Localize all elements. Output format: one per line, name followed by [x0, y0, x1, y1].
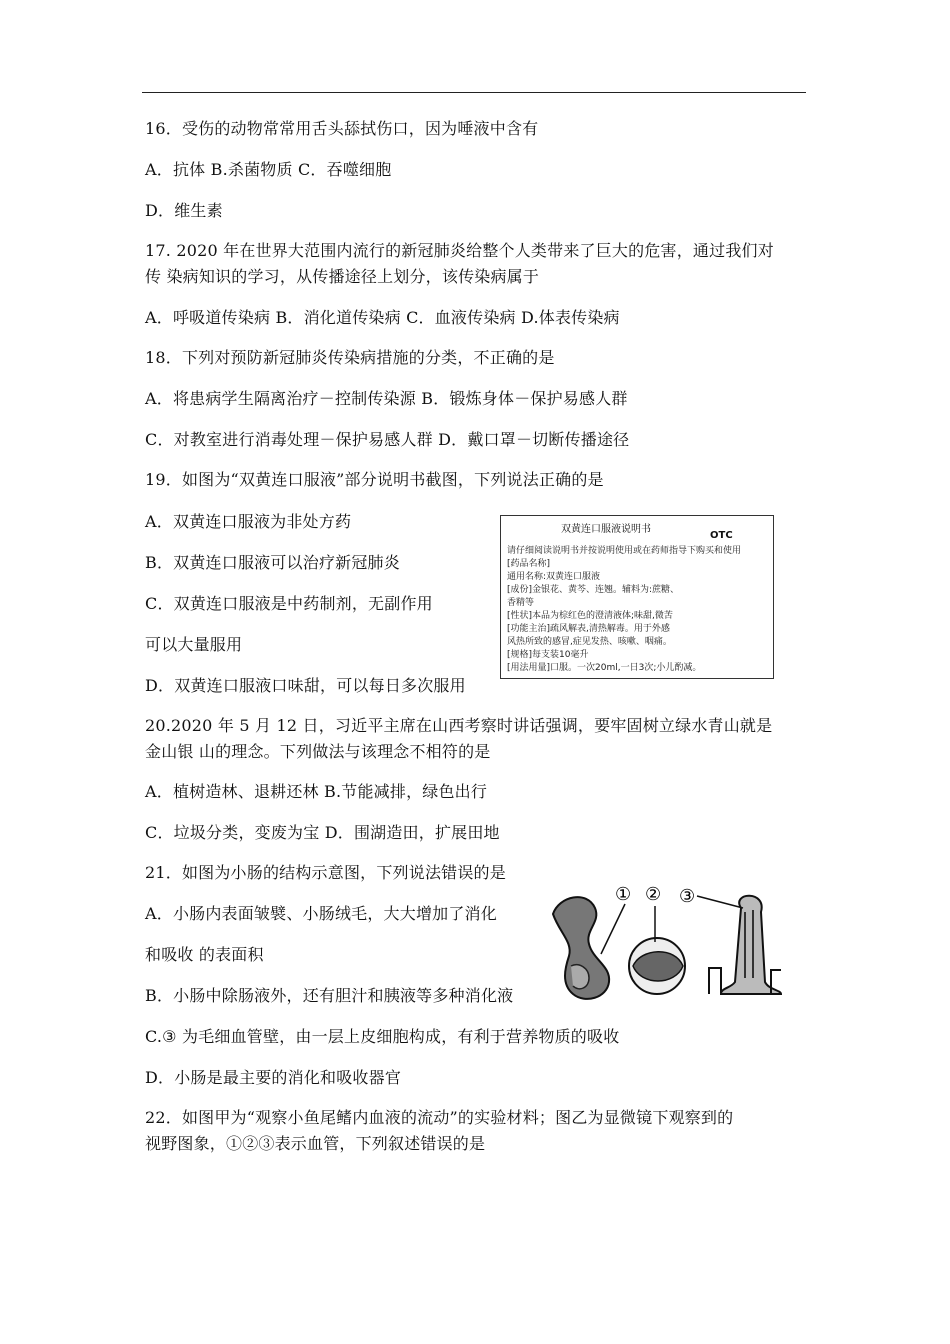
question-21-option-a-cont: 和吸收 的表面积 [145, 945, 264, 964]
question-21-option-b: B．小肠中除肠液外，还有胆汁和胰液等多种消化液 [145, 986, 514, 1005]
leaflet-line: 香精等 [507, 598, 535, 608]
question-19-option-c-cont: 可以大量服用 [145, 635, 243, 654]
question-19-option-b: B．双黄连口服液可以治疗新冠肺炎 [145, 553, 400, 572]
question-19-option-d: D．双黄连口服液口味甜，可以每日多次服用 [145, 676, 466, 695]
header-rule [142, 92, 806, 93]
label-3: ③ [679, 886, 696, 907]
question-17-options: A．呼吸道传染病 B．消化道传染病 C．血液传染病 D.体表传染病 [145, 308, 620, 327]
leaflet-line: [药品名称] [507, 559, 551, 569]
question-20-stem-2: 金山银 山的理念。下列做法与该理念不相符的是 [145, 742, 491, 761]
question-16-stem: 16．受伤的动物常常用舌头舔拭伤口，因为唾液中含有 [145, 119, 539, 138]
leaflet-line: [成份]金银花、黄芩、连翘。辅料为:蔗糖、 [507, 585, 680, 595]
question-17-stem-2: 传 染病知识的学习，从传播途径上划分，该传染病属于 [145, 267, 540, 286]
leaflet-line: [规格]每支装10毫升 [507, 650, 589, 660]
leader-line-3 [697, 896, 743, 908]
question-21-option-a: A．小肠内表面皱襞、小肠绒毛，大大增加了消化 [145, 904, 497, 923]
question-19-option-c: C．双黄连口服液是中药制剂，无副作用 [145, 594, 433, 613]
leaflet-title: 双黄连口服液说明书 [561, 524, 651, 535]
leaflet-line: 请仔细阅读说明书并按说明使用或在药师指导下购买和使用 [507, 546, 742, 556]
leaflet-line: [功能主治]疏风解表,清热解毒。用于外感 [507, 624, 670, 634]
question-22-stem-2: 视野图象，①②③表示血管，下列叙述错误的是 [145, 1134, 486, 1153]
question-18-stem: 18．下列对预防新冠肺炎传染病措施的分类，不正确的是 [145, 348, 555, 367]
medicine-leaflet-image [500, 515, 774, 679]
question-18-options-cd: C．对教室进行消毒处理－保护易感人群 D．戴口罩－切断传播途径 [145, 430, 630, 449]
question-21-option-d: D．小肠是最主要的消化和吸收器官 [145, 1068, 402, 1087]
question-17-stem-1: 17. 2020 年在世界大范围内流行的新冠肺炎给整个人类带来了巨大的危害，通过我们对 [145, 241, 774, 260]
question-20-options-ab: A．植树造林、退耕还林 B.节能减排，绿色出行 [145, 782, 488, 801]
leaflet-line: [用法用量]口服。一次20ml,一日3次;小儿酌减。 [507, 663, 702, 673]
small-intestine-diagram [545, 882, 785, 1007]
question-19-stem: 19．如图为“双黄连口服液”部分说明书截图，下列说法正确的是 [145, 470, 604, 489]
question-21-option-c: C.③ 为毛细血管壁，由一层上皮细胞构成，有利于营养物质的吸收 [145, 1027, 620, 1046]
label-2: ② [645, 884, 662, 905]
question-20-stem-1: 20.2020 年 5 月 12 日，习近平主席在山西考察时讲话强调，要牢固树立绿水青山就是 [145, 716, 773, 735]
question-18-options-ab: A．将患病学生隔离治疗－控制传染源 B．锻炼身体－保护易感人群 [145, 389, 628, 408]
question-20-options-cd: C．垃圾分类，变废为宝 D．围湖造田，扩展田地 [145, 823, 500, 842]
leaflet-line: [性状]本品为棕红色的澄清液体;味甜,微苦 [507, 611, 673, 621]
question-19-option-a: A．双黄连口服液为非处方药 [145, 512, 352, 531]
question-16-option-d: D．维生素 [145, 201, 223, 220]
label-1: ① [615, 884, 632, 905]
question-16-options: A．抗体 B.杀菌物质 C．吞噬细胞 [145, 160, 392, 179]
question-21-stem: 21．如图为小肠的结构示意图，下列说法错误的是 [145, 863, 506, 882]
question-22-stem-1: 22．如图甲为“观察小鱼尾鳍内血液的流动”的实验材料；图乙为显微镜下观察到的 [145, 1108, 734, 1127]
leader-line-1 [601, 904, 625, 954]
leaflet-line: 通用名称:双黄连口服液 [507, 572, 601, 582]
leaflet-line: 风热所致的感冒,症见发热、咳嗽、咽痛。 [507, 637, 672, 647]
leaflet-otc-mark: OTC [710, 530, 733, 541]
